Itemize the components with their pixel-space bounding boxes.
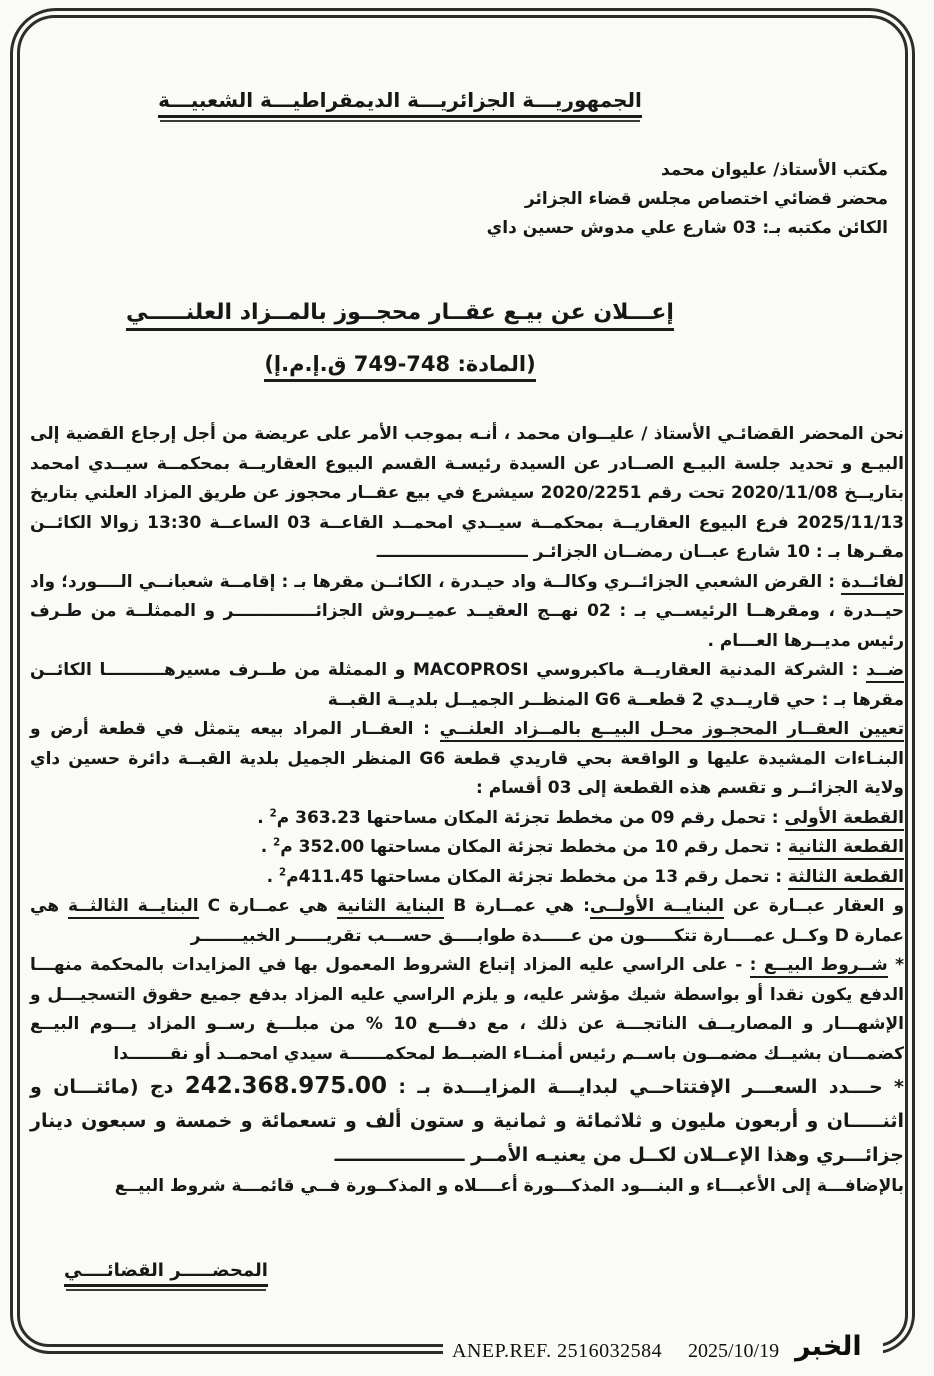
- office-line-role: محضر قضائي اختصاص مجلس قضاء الجزائر: [524, 189, 888, 209]
- republic-header: [120, 88, 680, 118]
- publication-date: 2025/10/19: [688, 1340, 780, 1362]
- body-paragraph: و العقار عبــارة عن البنايــة الأولــى: هي عمــارة B البناية الثانية هي عمــارة C البنايــة الثالثــة هي عمارة D وكــل عمــــارة تتكـــــون من عـــــدة طوابــــق حســـب تقريـــــر الخبيـــــــر: [30, 896, 905, 946]
- body-paragraph: القطعة الثانية : تحمل رقم 10 من مخطط تجزئة المكان مساحتها 352.00 م$^2$ .: [30, 833, 904, 863]
- body-paragraph: * شــروط البيــع : - على الراسي عليه المزاد إتباع الشروط المعمول بها في المزايدات بالمحكمة منهـــا الدفع يكون نقدا أو بواسطة شيك مؤشر عليه، و يلزم الراسي عليه المزاد بدفع جميع حقوق التسجيـــل و الإشهـــار و المصاريــف الناتجـــة عن ذلك ، مع دفـــع 10 % من مبلـــغ رســو المزاد يـــوم البيــع كضمـــان بشيــك مضمــون باســم رئيس أمنــاء الضبــط لمحكمــــــة سيدي امحمــد أو نقـــــــدا: [30, 955, 904, 1064]
- notice-title: إعـــلان عن بيـع عقــار محجــوز بالمــزاد العلنـــــي: [126, 300, 674, 331]
- notice-title-row: [120, 300, 680, 331]
- body-paragraph: لفائــدة : القرض الشعبي الجزائــري وكالــة واد حيـدرة ، الكائــن مقرها بـ : إقامــة شعبانــي الــــورد؛ واد حيــدرة ، ومقرهــا الرئيســي بـ : 02 نهــج العقيــد عميــروش الجزائــــــــــــــر و الممثلــة من طـرف رئيس مديــرها العـــام .: [30, 571, 904, 651]
- notice-article-reference: (المادة: 748-749 ق.إ.م.إ): [264, 352, 535, 382]
- signature-label: المحضـــــر القضائــــي: [64, 1260, 268, 1287]
- office-line-name: مكتب الأستاذ/ عليوان محمد: [660, 160, 888, 180]
- body-paragraph: نحن المحضر القضائـي الأستاذ / عليــوان محمد ، أنـه بموجب الأمر على عريضة من أجل إرجاع القضية إلى البيـع و تحديد جلسة البيـع الصــادر عن السيدة رئيسـة القسم البيوع العقاريــة بمحكمــة سيــدي امحمد بتاريــخ 2020/11/08 تحت رقم 2020/2251 سيشرع في بيع عقــار محجوز عن طريق المزاد العلني بتاريخ 2025/11/13 فرع البيوع العقاريــة بمحكمــة سيــدي امحمــد القاعــة 03 الساعــة 13:30 زوالا الكائــن مقـرها بـ : 10 شارع عبــان رمضــان الجزائـر ــــــــــــــــــــــــــ: [30, 424, 905, 562]
- bailiff-signature: [64, 1260, 268, 1287]
- republic-title: الجمهوريـــة الجزائريـــة الديمقراطيـــة الشعبيـــة: [158, 88, 642, 118]
- body-paragraph: تعيين العقــار المحجـوز محـل البيــع بالمــزاد العلنــي : العقــار المراد بيعه يتمثل في قطعة أرض و البنـاءات المشيدة عليها و الواقعة بحي قاريدي قطعة G6 المنظر الجميل بلدية القبــة دائرة حسين داي ولاية الجزائــر و تقسم هذه القطعة إلى 03 أقسام :: [30, 719, 904, 798]
- office-line-address: الكائن مكتبه بـ: 03 شارع علي مدوش حسين داي: [486, 218, 888, 238]
- body-paragraph: بالإضافـــة إلى الأعبـــاء و البنـــود المذكـــورة أعــــلاه و المذكــورة فــي قائمـــة شروط البيــع: [114, 1176, 904, 1196]
- body-paragraph: القطعة الأولى : تحمل رقم 09 من مخطط تجزئة المكان مساحتها 363.23 م$^2$ .: [30, 804, 904, 834]
- notice-body: [30, 420, 904, 1202]
- el-khabar-newspaper-logo: الخبر: [795, 1331, 862, 1362]
- anep-reference: ANEP.REF. 2516032584: [452, 1340, 663, 1362]
- notice-subtitle-row: [120, 352, 680, 382]
- body-paragraph: ضــد : الشركة المدنية العقاريــة ماكبروسي MACOPROSI و الممثلة من طــرف مسيرهــــــــــا الكائــن مقرها بـ : حي قاريــدي 2 قطعــة G6 المنظــر الجميــل بلديــة القبــة: [30, 660, 904, 710]
- body-paragraph: * حـــدد السعـــر الإفتتاحــي لبدايـــة المزايـــدة بـ : 242.368.975.00 دج (مائتـــان و اثنـــــان و أربعون مليون و ثلاثمائة و ثمانية و ستون ألف و تسعمائة و خمسة و سبعون دينار جزائـــري وهذا الإعــلان لكــل من يعنيـه الأمــر ــــــــــــــــــــ: [30, 1073, 904, 1166]
- bailiff-office-block: [487, 156, 888, 243]
- body-paragraph: القطعة الثالثة : تحمل رقم 13 من مخطط تجزئة المكان مساحتها 411.45م$^2$ .: [30, 863, 904, 893]
